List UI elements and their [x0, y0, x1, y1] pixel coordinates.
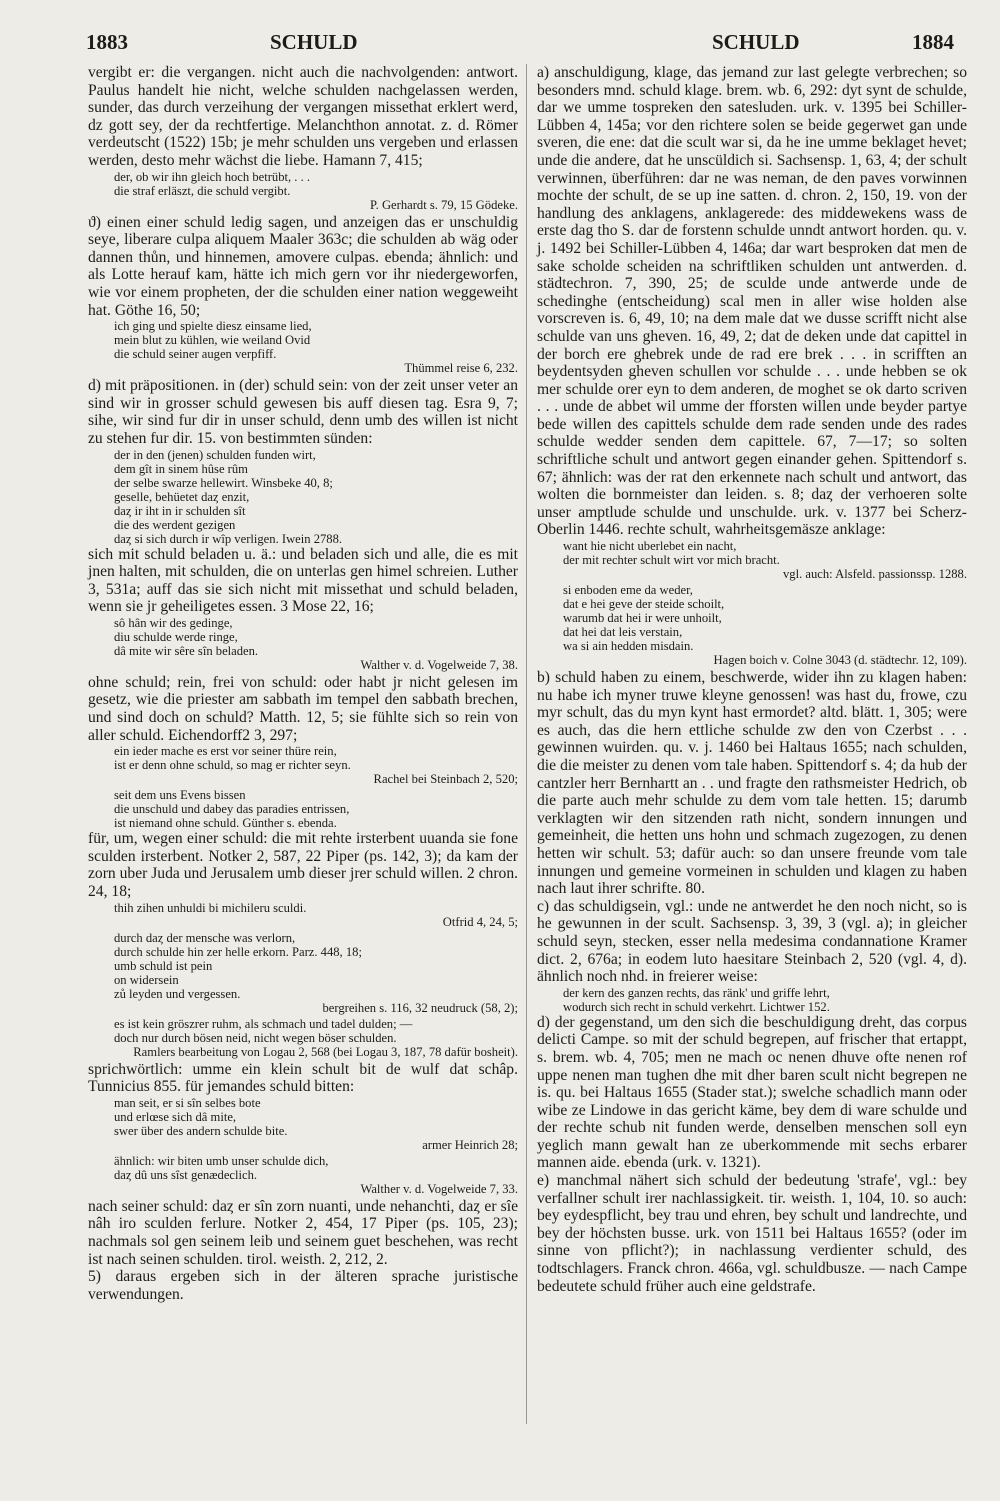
- quotation: [114, 319, 518, 361]
- quotation-line: daȥ si sich durch ir wîp verligen. Iwein 2788.: [114, 531, 343, 546]
- quotation-line: durch daȥ der mensche was verlorn,: [114, 930, 296, 945]
- source-citation: Thümmel reise 6, 232.: [404, 361, 518, 376]
- quotation-line: doch nur durch bösen neid, nicht wegen böser schulden.: [114, 1030, 397, 1045]
- quotation: [114, 901, 518, 915]
- paragraph: c) das schuldigsein, vgl.: unde ne antwerdet he den noch nicht, so is he gewunnen in der scult. Sachsensp. 3, 39, 3 (vgl. a); in gleicher schuld seyn, stecken, esser nella medesima condannatione Kramer dict. 2, 676a; in eodem luto haesitare Steinbach 2, 520 (vgl. 4, d). ähnlich noch nhd. in freierer weise:: [537, 897, 967, 986]
- quotation-line: thih zihen unhuldi bi michileru sculdi.: [114, 900, 307, 915]
- quotation-line: zů leyden und vergessen.: [114, 986, 241, 1001]
- quotation-line: ähnlich: wir biten umb unser schulde dich,: [114, 1153, 329, 1168]
- paragraph: vergibt er: die vergangen. nicht auch die nachvolgenden: antwort. Paulus handelt hie nicht, welche schulden nachgelassen werden, sunder, das durch verzeihung der vergangen missethat erklert werd, dz gott sey, der da rechtfertige. Melanchthon annotat. z. d. Römer verdeutscht (1522) 15b; je mehr schulden uns vergeben und erlassen werden, desto mehr wächst die liebe. Hamann 7, 415;: [88, 64, 518, 169]
- page-header: [86, 30, 954, 58]
- quotation-line: dem gît in sinem hûse rûm: [114, 461, 248, 476]
- paragraph: b) schuld haben zu einem, beschwerde, wider ihn zu klagen haben: nu habe ich myner truwe kleyne genossen! was hast du, frowe, czu myr schult, das du myn kynt hast ermordet? altd. blätt. 1, 305; were es auch, das die hern ettliche schulde zw den von Czerbst . . . gewinnen wuirden. qu. v. j. 1460 bei Haltaus 1655; nach schulden, die die meister zu denen vom tale haben. Spittendorf s. 4; da hub der cantzler herr Bernhartt an . . und fragte den rathsmeister Hedrich, ob die parte auch mehr schulde zu dem vom tale hetten. 15; darumb verklagten wir den sitzenden rath nicht, sondern innungen und gemeinheit, die hetten uns hohn und schmach zugezogen, zu denen hetten wir schult. 53; dafür auch: so dan unsere freunde vom tale innungen und gemeine vormeinen in schulden und klagen zu haben nach laut ihrer schrifte. 80.: [537, 669, 967, 898]
- quotation-line: der in den (jenen) schulden funden wirt,: [114, 447, 316, 462]
- quotation: [563, 583, 967, 653]
- quotation-line: man seit, er si sîn selbes bote: [114, 1095, 261, 1110]
- paragraph: nach seiner schuld: daȥ er sîn zorn nuanti, unde nehanchti, daȥ er sîe nâh iro sculden ferlure. Notker 2, 454, 17 Piper (ps. 105, 23); nachmals sol gen seinem leib und seinem guet beschehen, was recht ist nach seinen schulden. tirol. weisth. 2, 212, 2.: [88, 1197, 518, 1268]
- quotation-line: dat hei dat leis verstain,: [563, 625, 683, 640]
- paragraph: d) mit präpositionen. in (der) schuld sein: von der zeit unser veter an sind wir in grosser schuld gewesen bis auff diesen tag. Esra 9, 7; sihe, wir sind fur dir in unser schuld, denn umb des willen ist nicht zu stehen fur dir. 15. von bestimmten sünden:: [88, 377, 518, 447]
- quotation: [114, 744, 518, 772]
- left-page-number: 1883: [86, 30, 128, 54]
- quotation-line: dâ mite wir sêre sîn beladen.: [114, 643, 259, 658]
- paragraph: sprichwörtlich: umme ein klein schult bit de wulf dat schâp. Tunnicius 855. für jemandes schuld bitten:: [88, 1060, 518, 1096]
- quotation: [114, 1154, 518, 1182]
- quotation-line: swer über des andern schulde bite.: [114, 1123, 288, 1138]
- source-citation: Hagen boich v. Colne 3043 (d. städtechr. 12, 109).: [713, 653, 967, 668]
- paragraph: 5) daraus ergeben sich in der älteren sprache juristische verwendungen.: [88, 1268, 518, 1303]
- quotation-line: umb schuld ist pein: [114, 958, 213, 973]
- source-citation: Walther v. d. Vogelweide 7, 38.: [360, 657, 518, 672]
- quotation-line: ist er denn ohne schuld, so mag er richter seyn.: [114, 758, 351, 773]
- quotation-line: der, ob wir ihn gleich hoch betrübt, . . .: [114, 169, 311, 184]
- source-citation: Rachel bei Steinbach 2, 520;: [373, 772, 518, 787]
- quotation-line: daȥ dû uns sîst genædeclich.: [114, 1167, 258, 1182]
- quotation-line: die schuld seiner augen verpfiff.: [114, 347, 277, 362]
- quotation-line: die straf erläszt, die schuld vergibt.: [114, 183, 291, 198]
- column-divider: [526, 64, 527, 1424]
- source-citation: vgl. auch: Alsfeld. passionssp. 1288.: [783, 567, 967, 582]
- paragraph: d) der gegenstand, um den sich die beschuldigung dreht, das corpus delicti Campe. so mit der schuld begrepen, auf frischer that ertappt, s. brem. wb. 4, 705; men ne mach oc nenen dhuve ofte nenen rof uppe nenen man tughen dhe mit dher baren scult nicht begrepen ne is. qu. bei Haltaus 1655 (Stader stat.); swelche schadlich mann oder wibe ze Lindowe in das gericht käme, bey dem di ware schulde und der rechte schub nit funden werde, denselben menschen soll eyn yeglich mann gewalt han ze uberkommende mit sechs erbarer mannen aide. ebenda (urk. v. 1321).: [537, 1013, 967, 1172]
- quotation-line: geselle, behüetet daȥ enzit,: [114, 489, 250, 504]
- quotation: [114, 1096, 518, 1138]
- paragraph: ϑ) einen einer schuld ledig sagen, und anzeigen das er unschuldig seye, liberare culpa aliquem Maaler 363c; die schulden ab wäg oder dannen thůn, und hinnemen, amovere culpas. ebenda; ähnlich: und als Lotte herauf kam, hätte ich mich gern vor ihr niedergeworfen, wie vor einem propheten, der die schulden einer nation weggeweiht hat. Göthe 16, 50;: [88, 213, 518, 319]
- quotation-line: es ist kein gröszrer ruhm, als schmach und tadel dulden; —: [114, 1016, 413, 1031]
- quotation-line: die unschuld und dabey das paradies entrissen,: [114, 802, 350, 817]
- source-citation: Walther v. d. Vogelweide 7, 33.: [360, 1181, 518, 1196]
- quotation: [114, 616, 518, 658]
- quotation-line: ist niemand ohne schuld. Günther s. ebenda.: [114, 816, 337, 831]
- quotation-line: durch schulde hin zer helle erkorn. Parz. 448, 18;: [114, 944, 362, 959]
- quotation: [114, 1017, 518, 1045]
- quotation-line: der mit rechter schult wirt vor mich bracht.: [563, 553, 780, 568]
- quotation-line: on widersein: [114, 972, 179, 987]
- left-headword: SCHULD: [270, 30, 358, 54]
- paragraph: für, um, wegen einer schuld: die mit rehte irsterbent uuanda sie fone sculden irsterbent. Notker 2, 587, 22 Piper (ps. 142, 3); da kam der zorn uber Juda und Jerusalem umb dieser jrer schuld willen. 2 chron. 24, 18;: [88, 830, 519, 901]
- quotation-line: want hie nicht uberlebet ein nacht,: [563, 539, 737, 554]
- quotation-line: diu schulde werde ringe,: [114, 629, 238, 644]
- paragraph: e) manchmal nähert sich schuld der bedeutung 'strafe', vgl.: bey verfallner schult irer nachlassigkeit. tir. weisth. 1, 104, 10. so auch: bey eydespflicht, bey trau und ehren, bey schult und landrechte, und bey der höchsten busse. urk. von 1511 bei Haltaus 1655? (oder im sinne von pflicht?); in nachlassung verdienter schuld, des todtschlagers. Franck chron. 466a, vgl. schuldbusze. — nach Campe bedeutete schuld früher auch eine geldstrafe.: [537, 1172, 967, 1295]
- right-page-number: 1884: [912, 30, 954, 54]
- source-citation: bergreihen s. 116, 32 neudruck (58, 2);: [322, 1000, 518, 1015]
- source-citation: Otfrid 4, 24, 5;: [442, 914, 518, 929]
- paragraph: a) anschuldigung, klage, das jemand zur last gelegte verbrechen; so besonders mnd. schuld klage. brem. wb. 6, 292: dyt synt de schulde, dar we umme tospreken den satesluden. urk. v. 1395 bei Schiller-Lübben 4, 145a; vor den richtere solen se beide gegerwet gan unde sveren, die ene: dat die scult war si, da he ine umme beklaget hevet; unde die andere, dat he unscüldich si. Sachsensp. 1, 63, 4; der schult verwinnen, überführen: dar ne was neman, de den paves vorwinnen mochte der schult, de se up ine satten. d. chron. 2, 150, 19. von der handlung des anklagens, anklagerede: des middewekens wass de erste dag tho S. dar de forstenn schulde unndt antwort horden. qu. v. j. 1492 bei Schiller-Lübben 4, 146a; dar wart besproken dat men de sake scholde scheiden na schriftliken schulden unt antwerden. d. städtechron. 7, 390, 25; de sculde unde antwerde unde de schedinghe (entscheidung) scal men in aller wise holden alse vorscreven is. 6, 49, 10; na dem male dat we dusse scrifft nicht alse schulde van uns gheven. 16, 49, 2; dat de deken unde dat capittel in der borch ere ghebrek unde de rad ere brek . . . in scrifften an beydentsyden gheven schullen vor schulde . . . unde hebben se ok mer schulde orer eyn to dem anderen, de moghet se ok darto scriven . . . unde de abbet wil umme der fforsten willen unde beyder partye bede willen des capittels schulde dem rade senden unde des rades schulde wedder senden dem capittele. 67, 7—17; so solten schriftliche schult und antwort gegen einander gehen. Spittendorf s. 67; ähnlich: was der rat den erkennete nach schult und antwort, das wolten die bornmeister dan leiden. s. 8; daȥ der verhoeren solte unser amptlude schulde und unschulde. urk. v. 1377 bei Scherz-Oberlin 1446. rechte schult, wahrheitsgemäsze anklage:: [537, 64, 967, 539]
- quotation-line: der selbe swarze hellewirt. Winsbeke 40, 8;: [114, 475, 333, 490]
- source-citation: P. Gerhardt s. 79, 15 Gödeke.: [370, 197, 518, 212]
- quotation-line: mein blut zu kühlen, wie weiland Ovid: [114, 333, 311, 348]
- quotation: [114, 788, 518, 830]
- quotation: [563, 539, 967, 567]
- quotation-line: der kern des ganzen rechts, das ränk' und griffe lehrt,: [563, 985, 830, 1000]
- quotation-line: seit dem uns Evens bissen: [114, 788, 246, 803]
- left-column: [88, 64, 518, 1303]
- quotation-line: wa si ain hedden misdain.: [563, 639, 694, 654]
- paragraph: sich mit schuld beladen u. ä.: und beladen sich und alle, die es mit jnen halten, mit schulden, die on unterlas gen himel schreien. Luther 3, 531a; auff das sie sich nicht mit missethat und schuld beladen, wenn sie jr geheiligetes essen. 3 Mose 22, 16;: [88, 545, 518, 616]
- right-headword: SCHULD: [712, 30, 800, 54]
- quotation-line: sô hân wir des gedinge,: [114, 615, 233, 630]
- paragraph: ohne schuld; rein, frei von schuld: oder habt jr nicht gelesen im gesetz, wie die priester am sabbath im tempel den sabbath brechen, und sind doch on schuld? Matth. 12, 5; sie fühlte sich so rein von aller schuld. Eichendorff2 3, 297;: [88, 673, 518, 744]
- quotation-line: daȥ ir iht in ir schulden sît: [114, 503, 246, 518]
- right-column: [537, 64, 967, 1295]
- quotation-line: si enboden eme da weder,: [563, 583, 693, 598]
- quotation-line: die des werdent gezigen: [114, 517, 236, 532]
- quotation: [563, 986, 967, 1014]
- quotation-line: wodurch sich recht in schuld verkehrt. Lichtwer 152.: [563, 999, 830, 1014]
- source-citation: armer Heinrich 28;: [422, 1137, 518, 1152]
- source-citation: Ramlers bearbeitung von Logau 2, 568 (bei Logau 3, 187, 78 dafür bosheit).: [133, 1044, 518, 1059]
- quotation: [114, 931, 518, 959]
- quotation: [114, 959, 518, 1001]
- quotation: [114, 448, 518, 490]
- quotation-line: ein ieder mache es erst vor seiner thüre rein,: [114, 744, 337, 759]
- quotation: [114, 170, 518, 198]
- quotation-line: und erlœse sich dâ mite,: [114, 1109, 237, 1124]
- quotation-line: dat e hei geve der steide schoilt,: [563, 597, 725, 612]
- quotation: [114, 490, 518, 546]
- quotation-line: ich ging und spielte diesz einsame lied,: [114, 319, 312, 334]
- quotation-line: warumb dat hei ir were unhoilt,: [563, 611, 722, 626]
